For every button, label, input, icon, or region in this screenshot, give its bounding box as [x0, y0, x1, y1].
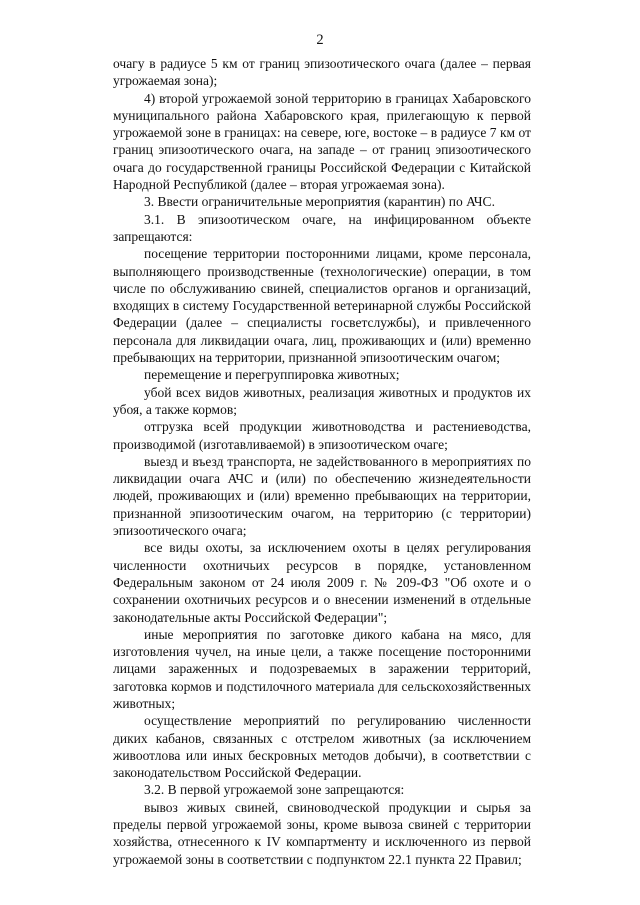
paragraph: перемещение и перегруппировка животных; — [144, 367, 400, 383]
page-number: 2 — [316, 32, 324, 48]
document-body — [113, 55, 531, 868]
paragraph: осуществление мероприятий по регулированию численности диких кабанов, связанных с отстрелом животных (за исключением живоотлова или иных бескровных методов добычи), в соответствии с законодательством Российской Федерации. — [113, 713, 531, 781]
paragraph: 4) второй угрожаемой зоной территорию в границах Хабаровского муниципального района Хабаровского края, прилегающую к первой угрожаемой зоне в границах: на севере, юге, востоке – в радиусе 7 км от границ эпизоотического очага, на западе – от границ эпизоотического очага до государственной границы Российской Федерации с Китайской Народной Республикой (далее – вторая угрожаемая зона). — [113, 90, 531, 193]
paragraph: посещение территории посторонними лицами, кроме персонала, выполняющего производственные (технологические) операции, в том числе по обслуживанию свиней, специалистов органов и организаций, входящих в систему Государственной ветеринарной службы Российской Федерации (далее – специалисты госветслужбы), и привлеченного персонала для ликвидации очага, лиц, проживающих и (или) временно пребывающих на территории, признанной эпизоотическим очагом; — [113, 246, 531, 366]
paragraph: отгрузка всей продукции животноводства и растениеводства, производимой (изготавливаемой) в эпизоотическом очаге; — [113, 419, 531, 452]
paragraph: вывоз живых свиней, свиноводческой продукции и сырья за пределы первой угрожаемой зоны, кроме вывоза свиней с территории хозяйства, отнесенного к IV компартменту и исключенного из первой угрожаемой зоны в соответствии с подпунктом 22.1 пункта 22 Правил; — [113, 799, 531, 867]
paragraph: 3.1. В эпизоотическом очаге, на инфицированном объекте запрещаются: — [113, 211, 531, 244]
paragraph: очагу в радиусе 5 км от границ эпизоотического очага (далее – первая угрожаемая зона); — [113, 56, 531, 89]
paragraph: убой всех видов животных, реализация животных и продуктов их убоя, а также кормов; — [113, 384, 531, 417]
paragraph: все виды охоты, за исключением охоты в целях регулирования численности охотничьих ресурсов в порядке, установленном Федеральным законом от 24 июля 2009 г. № 209-ФЗ "Об охоте и о сохранении охотничьих ресурсов и о внесении изменений в отдельные законодательные акты Российской Федерации"; — [113, 540, 531, 625]
paragraph: выезд и въезд транспорта, не задействованного в мероприятиях по ликвидации очага АЧС и (или) по обеспечению жизнедеятельности людей, проживающих и (или) временно пребывающих на территории, признанной эпизоотическим очагом, на территорию (с территории) эпизоотического очага; — [113, 453, 531, 539]
paragraph: иные мероприятия по заготовке дикого кабана на мясо, для изготовления чучел, на иные цели, а также посещение посторонними лицами зараженных и подозреваемых в заражении территорий, заготовка кормов и подстилочного материала для сельскохозяйственных животных; — [113, 626, 531, 711]
paragraph: 3. Ввести ограничительные мероприятия (карантин) по АЧС. — [144, 194, 495, 210]
paragraph: 3.2. В первой угрожаемой зоне запрещаются: — [144, 782, 405, 798]
